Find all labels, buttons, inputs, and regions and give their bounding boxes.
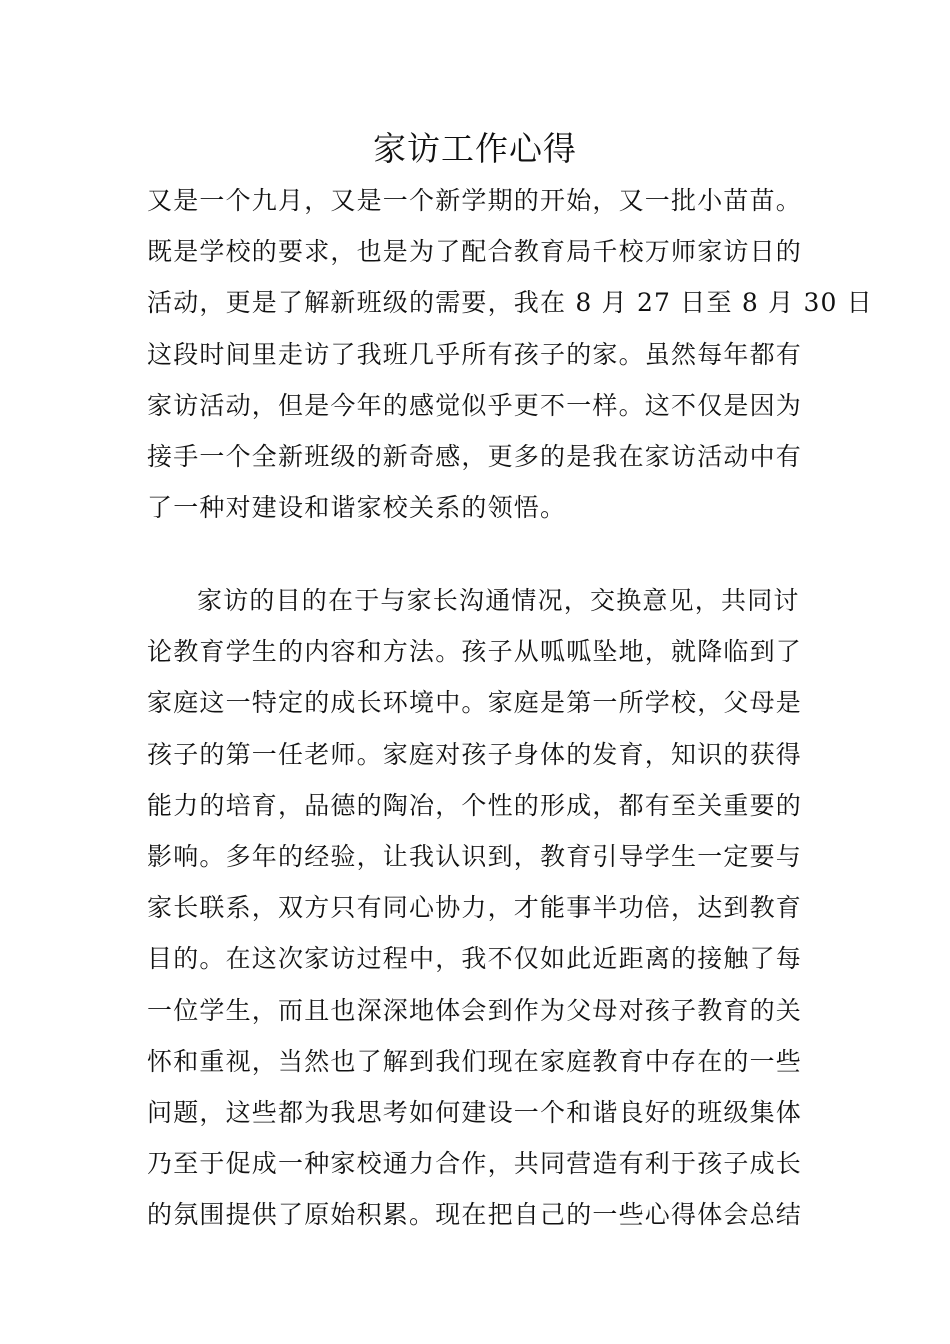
paragraph-line: 孩子的第一任老师。家庭对孩子身体的发育，知识的获得 [147,739,803,769]
paragraph-line: 活动，更是了解新班级的需要，我在 8 月 27 日至 8 月 30 日 [147,288,874,318]
paragraph-line: 这段时间里走访了我班几乎所有孩子的家。虽然每年都有 [147,339,803,369]
paragraph-line: 问题，这些都为我思考如何建设一个和谐良好的班级集体 [147,1098,803,1128]
paragraph-line: 家访活动，但是今年的感觉似乎更不一样。这不仅是因为 [147,390,803,420]
document-title: 家访工作心得 [373,129,577,168]
paragraph-line: 家庭这一特定的成长环境中。家庭是第一所学校，父母是 [147,688,803,718]
paragraph-2 [147,575,808,1241]
paragraph-line: 的氛围提供了原始积累。现在把自己的一些心得体会总结 [147,1200,803,1230]
paragraph-line: 家长联系，双方只有同心协力，才能事半功倍，达到教育 [147,893,803,923]
paragraph-line: 家访的目的在于与家长沟通情况，交换意见，共同讨 [197,586,800,615]
paragraph-line: 接手一个全新班级的新奇感，更多的是我在家访活动中有 [147,442,803,472]
paragraph-line: 既是学校的要求，也是为了配合教育局千校万师家访日的 [147,237,803,267]
paragraph-1 [147,175,874,533]
paragraph-line: 了一种对建设和谐家校关系的领悟。 [147,493,567,523]
paragraph-line: 一位学生，而且也深深地体会到作为父母对孩子教育的关 [147,995,803,1025]
paragraph-line: 论教育学生的内容和方法。孩子从呱呱坠地，就降临到了 [147,637,803,667]
paragraph-line: 怀和重视，当然也了解到我们现在家庭教育中存在的一些 [147,1046,803,1076]
paragraph-line: 影响。多年的经验，让我认识到，教育引导学生一定要与 [147,842,803,872]
paragraph-line: 乃至于促成一种家校通力合作，共同营造有利于孩子成长 [147,1149,803,1179]
paragraph-line: 能力的培育，品德的陶冶，个性的形成，都有至关重要的 [147,790,803,820]
paragraph-line: 又是一个九月，又是一个新学期的开始，又一批小苗苗。 [147,186,803,215]
paragraph-line: 目的。在这次家访过程中，我不仅如此近距离的接触了每 [147,944,803,974]
